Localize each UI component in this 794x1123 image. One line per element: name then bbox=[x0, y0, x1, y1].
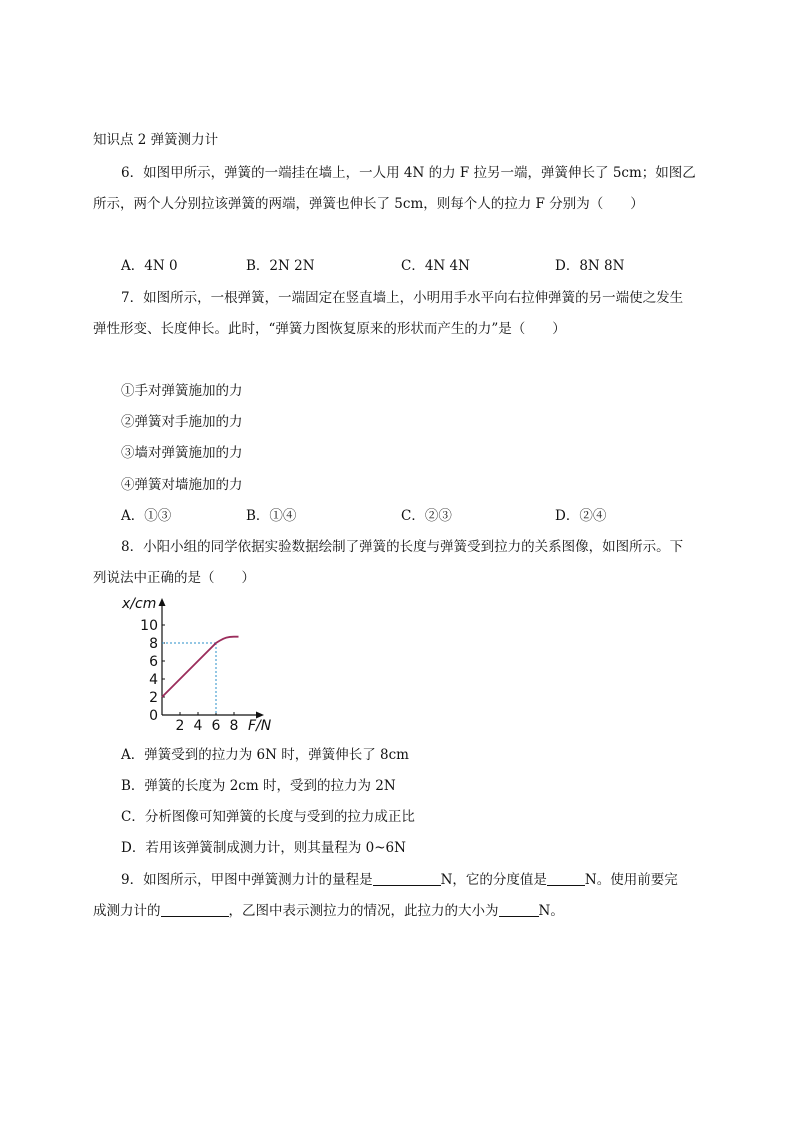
q9-text-1b: N，它的分度值是 bbox=[440, 872, 547, 888]
y-tick-label: 4 bbox=[149, 672, 158, 688]
q9-line1 bbox=[121, 870, 678, 890]
q9-blank-division[interactable] bbox=[547, 871, 585, 886]
q8-option-d[interactable]: D．若用该弹簧制成测力计，则其量程为 0~6N bbox=[121, 840, 406, 856]
x-tick-label: 6 bbox=[211, 718, 221, 732]
q8-option-a[interactable]: A．弹簧受到的拉力为 6N 时，弹簧伸长了 8cm bbox=[121, 747, 409, 763]
q7-option-d[interactable]: D．②④ bbox=[555, 508, 607, 524]
q6-option-b[interactable]: B．2N 2N bbox=[246, 258, 315, 274]
x-axis-label: F/N bbox=[248, 718, 272, 732]
q7-option-a[interactable]: A．①③ bbox=[121, 508, 172, 524]
y-tick-label: 10 bbox=[140, 618, 158, 634]
q9-text-2c: N。 bbox=[538, 903, 564, 919]
q9-text-1c: N。使用前要完 bbox=[584, 872, 678, 888]
q7-item-1: ①手对弹簧施加的力 bbox=[121, 383, 243, 399]
q9-blank-range[interactable] bbox=[373, 871, 441, 886]
q7-item-4: ④弹簧对墙施加的力 bbox=[121, 477, 243, 493]
x-tick-label: 8 bbox=[229, 718, 239, 732]
q9-line2 bbox=[93, 901, 564, 921]
q6-line2: 所示，两个人分别拉该弹簧的两端，弹簧也伸长了 5cm，则每个人的拉力 F 分别为（ ） bbox=[93, 196, 644, 212]
q9-text-2a: 成测力计的 bbox=[93, 903, 161, 919]
q7-option-b[interactable]: B．①④ bbox=[246, 508, 297, 524]
q9-blank-force[interactable] bbox=[499, 902, 539, 917]
q7-line2: 弹性形变、长度伸长。此时，“弹簧力图恢复原来的形状而产生的力”是（ ） bbox=[93, 321, 566, 337]
q7-item-3: ③墙对弹簧施加的力 bbox=[121, 445, 243, 461]
y-tick-label: 6 bbox=[149, 654, 158, 670]
q9-text-1a: 9．如图所示，甲图中弹簧测力计的量程是 bbox=[121, 872, 373, 888]
x-tick-label: 2 bbox=[175, 718, 185, 732]
q7-option-c[interactable]: C．②③ bbox=[401, 508, 452, 524]
q9-blank-adjust[interactable] bbox=[161, 902, 229, 917]
q8-option-c[interactable]: C．分析图像可知弹簧的长度与受到的拉力成正比 bbox=[121, 809, 415, 825]
y-tick-label: 0 bbox=[149, 708, 158, 724]
q6-line1: 6．如图甲所示，弹簧的一端挂在墙上，一人用 4N 的力 F 拉另一端，弹簧伸长了 5cm；如图乙 bbox=[121, 165, 696, 181]
q6-option-c[interactable]: C．4N 4N bbox=[401, 258, 470, 274]
y-axis-arrow bbox=[159, 598, 166, 606]
y-axis-label: x/cm bbox=[122, 596, 157, 612]
section-heading: 知识点 2 弹簧测力计 bbox=[93, 132, 219, 148]
q8-line2: 列说法中正确的是（ ） bbox=[93, 570, 255, 586]
q9-text-2b: ，乙图中表示测拉力的情况，此拉力的大小为 bbox=[228, 903, 499, 919]
force-length-graph bbox=[118, 596, 288, 732]
q8-line1: 8．小阳小组的同学依据实验数据绘制了弹簧的长度与弹簧受到拉力的关系图像，如图所示。下 bbox=[121, 539, 684, 555]
q6-option-a[interactable]: A．4N 0 bbox=[121, 258, 178, 274]
series-line bbox=[162, 637, 239, 697]
x-tick-label: 4 bbox=[193, 718, 203, 732]
q7-line1: 7．如图所示，一根弹簧，一端固定在竖直墙上，小明用手水平向右拉伸弹簧的另一端使之发生 bbox=[121, 290, 684, 306]
q6-option-d[interactable]: D．8N 8N bbox=[555, 258, 625, 274]
y-tick-label: 8 bbox=[149, 636, 158, 652]
y-tick-label: 2 bbox=[149, 690, 158, 706]
q8-option-b[interactable]: B．弹簧的长度为 2cm 时，受到的拉力为 2N bbox=[121, 778, 396, 794]
q7-item-2: ②弹簧对手施加的力 bbox=[121, 414, 243, 430]
